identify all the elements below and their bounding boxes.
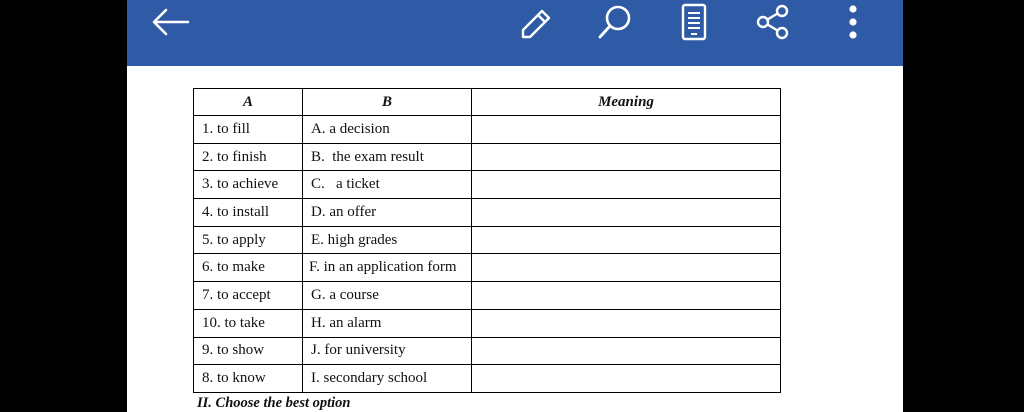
- table-row: [194, 282, 781, 310]
- column-header-a: A: [194, 89, 303, 116]
- more-options-button[interactable]: [838, 0, 868, 44]
- cell-meaning: [472, 116, 781, 144]
- table-row: [194, 309, 781, 337]
- matching-table: [193, 88, 781, 393]
- table-row: [194, 365, 781, 393]
- table-row: [194, 226, 781, 254]
- back-button[interactable]: [148, 0, 192, 44]
- cell-meaning: [472, 365, 781, 393]
- cell-a: 6. to make: [194, 254, 303, 282]
- section-heading: II. Choose the best option: [197, 395, 351, 411]
- table-row: [194, 199, 781, 227]
- cell-b: G. a course: [303, 282, 472, 310]
- cell-a: 4. to install: [194, 199, 303, 227]
- column-header-meaning: Meaning: [472, 89, 781, 116]
- table-row: [194, 171, 781, 199]
- cell-meaning: [472, 143, 781, 171]
- cell-a: 3. to achieve: [194, 171, 303, 199]
- cell-meaning: [472, 171, 781, 199]
- table-row: [194, 337, 781, 365]
- share-button[interactable]: [753, 0, 793, 44]
- more-vertical-icon: [847, 3, 859, 41]
- table-header-row: [194, 89, 781, 116]
- search-icon: [596, 3, 634, 41]
- cell-a: 10. to take: [194, 309, 303, 337]
- column-header-b: B: [303, 89, 472, 116]
- cell-meaning: [472, 282, 781, 310]
- table-row: [194, 143, 781, 171]
- cell-a: 2. to finish: [194, 143, 303, 171]
- cell-b: B. the exam result: [303, 143, 472, 171]
- cell-meaning: [472, 254, 781, 282]
- cell-b: A. a decision: [303, 116, 472, 144]
- cell-b: F. in an application form: [303, 254, 472, 282]
- arrow-left-icon: [150, 7, 190, 37]
- cell-b: H. an alarm: [303, 309, 472, 337]
- cell-b: I. secondary school: [303, 365, 472, 393]
- cell-a: 1. to fill: [194, 116, 303, 144]
- cell-meaning: [472, 226, 781, 254]
- cell-a: 7. to accept: [194, 282, 303, 310]
- reading-view-button[interactable]: [678, 0, 710, 44]
- cell-b: J. for university: [303, 337, 472, 365]
- document-view-icon: [681, 3, 707, 41]
- edit-button[interactable]: [514, 0, 554, 44]
- share-icon: [754, 3, 792, 41]
- cell-a: 8. to know: [194, 365, 303, 393]
- cell-meaning: [472, 309, 781, 337]
- table-row: [194, 116, 781, 144]
- cell-meaning: [472, 337, 781, 365]
- cell-meaning: [472, 199, 781, 227]
- cell-a: 9. to show: [194, 337, 303, 365]
- cell-b: E. high grades: [303, 226, 472, 254]
- cell-b: C. a ticket: [303, 171, 472, 199]
- cell-a: 5. to apply: [194, 226, 303, 254]
- table-row: [194, 254, 781, 282]
- search-button[interactable]: [594, 0, 636, 44]
- pencil-icon: [516, 4, 552, 40]
- cell-b: D. an offer: [303, 199, 472, 227]
